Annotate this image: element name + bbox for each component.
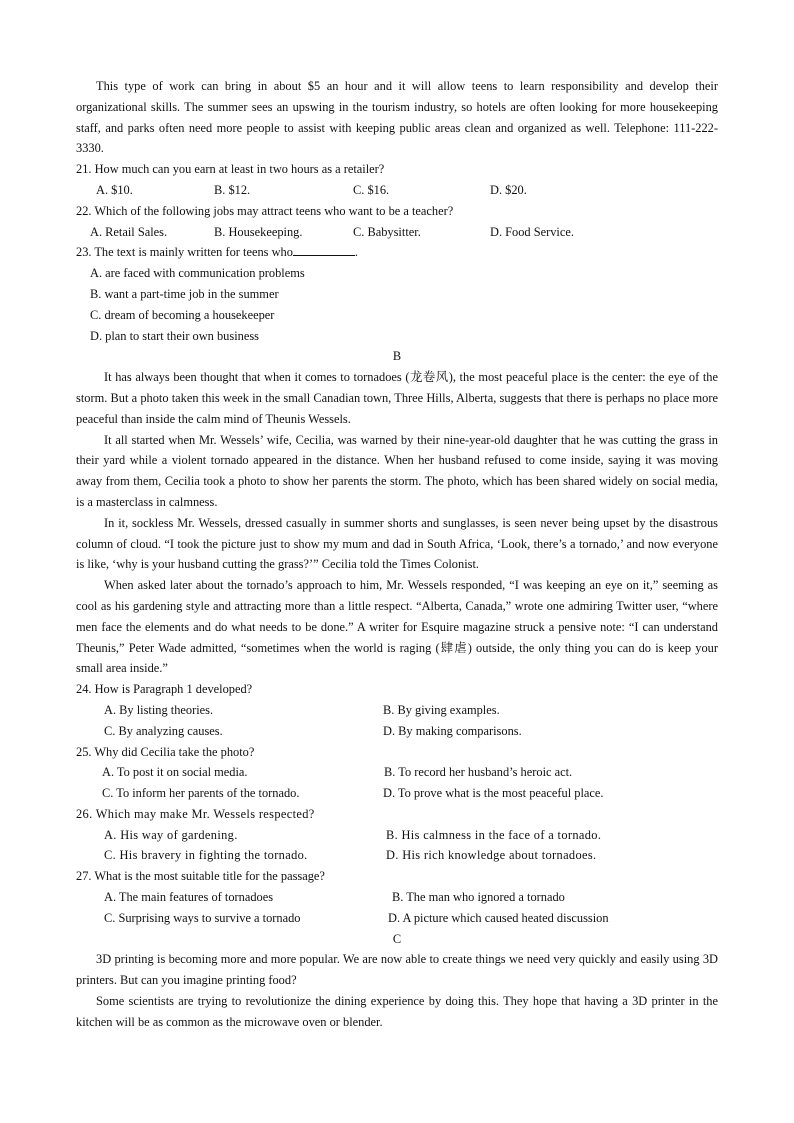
q23-option-a[interactable]: A. are faced with communication problems bbox=[90, 266, 305, 281]
question-22-options bbox=[76, 222, 718, 243]
answer-blank bbox=[293, 243, 355, 256]
question-22-stem: 22. Which of the following jobs may attract teens who want to be a teacher? bbox=[76, 203, 454, 218]
question-27-stem: 27. What is the most suitable title for the passage? bbox=[76, 869, 325, 884]
passage-a-final-paragraph: This type of work can bring in about $5 an hour and it will allow teens to learn responsibility and develop their organizational skills. The summer sees an upswing in the tourism industry, so hotels are often looking for more housekeeping staff, and parks often need more people to assist with keeping public areas clean and organized as well. Telephone: 111-222-3330. bbox=[76, 79, 718, 156]
question-25-options-row-2 bbox=[76, 783, 718, 804]
q25-option-d[interactable]: D. To prove what is the most peaceful place. bbox=[383, 786, 604, 801]
q23-option-a-line bbox=[76, 263, 718, 284]
q26-option-c[interactable]: C. His bravery in fighting the tornado. bbox=[104, 848, 308, 863]
passage-b-paragraph-3: In it, sockless Mr. Wessels, dressed casually in summer shorts and sunglasses, is seen never being upset by the disastrous column of cloud. “I took the picture just to show my mum and dad in South Africa, ‘Look, there’s a tornado,’ and now everyone is like, ‘why is your husband cutting the grass?’” Cecilia told the Times Colonist. bbox=[76, 515, 718, 572]
q27-option-a[interactable]: A. The main features of tornadoes bbox=[104, 890, 274, 905]
q23-option-c-line bbox=[76, 305, 718, 326]
q26-option-b[interactable]: B. His calmness in the face of a tornado. bbox=[386, 827, 602, 842]
q23-stem-end: . bbox=[354, 245, 359, 260]
passage-b-paragraph-2: It all started when Mr. Wessels’ wife, Cecilia, was warned by their nine-year-old daughter that he was cutting the grass in their yard while a violent tornado appeared in the distance. When her husband refused to come inside, saying it was moving away from them, Cecilia took a photo to show her parents the storm. The photo, which has been shared widely on social media, is a masterclass in calmness. bbox=[76, 432, 718, 509]
q25-option-b[interactable]: B. To record her husband’s heroic act. bbox=[384, 765, 573, 780]
q27-option-d[interactable]: D. A picture which caused heated discussion bbox=[388, 910, 609, 925]
q26-option-a[interactable]: A. His way of gardening. bbox=[104, 827, 238, 842]
question-21-options bbox=[76, 180, 718, 201]
q27-option-b[interactable]: B. The man who ignored a tornado bbox=[392, 890, 565, 905]
question-26-options-row-1 bbox=[76, 825, 718, 846]
q22-option-d[interactable]: D. Food Service. bbox=[490, 224, 574, 239]
q24-option-c[interactable]: C. By analyzing causes. bbox=[104, 723, 223, 738]
q23-option-c[interactable]: C. dream of becoming a housekeeper bbox=[90, 307, 275, 322]
passage-c-paragraph-2: Some scientists are trying to revolutionize the dining experience by doing this. They hope that having a 3D printer in the kitchen will be as common as the microwave oven or blender. bbox=[76, 994, 718, 1029]
question-26-stem: 26. Which may make Mr. Wessels respected? bbox=[76, 806, 315, 821]
question-21-stem: 21. How much can you earn at least in two hours as a retailer? bbox=[76, 162, 385, 177]
question-25-options-row-1 bbox=[76, 762, 718, 783]
q23-option-b-line bbox=[76, 284, 718, 305]
q24-option-b[interactable]: B. By giving examples. bbox=[383, 702, 500, 717]
q21-option-d[interactable]: D. $20. bbox=[490, 182, 527, 197]
question-25-stem: 25. Why did Cecilia take the photo? bbox=[76, 744, 255, 759]
q26-option-d[interactable]: D. His rich knowledge about tornadoes. bbox=[386, 848, 597, 863]
question-24-stem: 24. How is Paragraph 1 developed? bbox=[76, 682, 253, 697]
q23-option-d-line bbox=[76, 326, 718, 347]
q27-option-c[interactable]: C. Surprising ways to survive a tornado bbox=[104, 910, 301, 925]
q21-option-a[interactable]: A. $10. bbox=[96, 182, 133, 197]
q23-stem-text: 23. The text is mainly written for teens who bbox=[76, 245, 293, 260]
question-24-options-row-1 bbox=[76, 700, 718, 721]
section-c-heading: C bbox=[392, 931, 402, 946]
q24-option-a[interactable]: A. By listing theories. bbox=[104, 702, 214, 717]
question-24-options-row-2 bbox=[76, 721, 718, 742]
q23-option-b[interactable]: B. want a part-time job in the summer bbox=[90, 286, 279, 301]
passage-b-paragraph-1: It has always been thought that when it comes to tornadoes (龙卷风), the most peaceful place is the center: the eye of the storm. But a photo taken this week in the small Canadian town, Three Hills, Alberta, suggests that there is perhaps no place more peaceful than inside the calm mind of Theunis Wessels. bbox=[76, 370, 718, 426]
q25-option-c[interactable]: C. To inform her parents of the tornado. bbox=[102, 786, 300, 801]
question-23-stem bbox=[76, 242, 718, 263]
section-b-heading: B bbox=[392, 349, 402, 364]
passage-c-paragraph-1: 3D printing is becoming more and more popular. We are now able to create things we need very quickly and easily using 3D printers. But can you imagine printing food? bbox=[76, 952, 718, 988]
q24-option-d[interactable]: D. By making comparisons. bbox=[383, 723, 522, 738]
q25-option-a[interactable]: A. To post it on social media. bbox=[102, 765, 248, 780]
question-27-options-row-2 bbox=[76, 908, 718, 929]
exam-page bbox=[76, 76, 718, 1033]
question-27-options-row-1 bbox=[76, 887, 718, 908]
question-26-options-row-2 bbox=[76, 845, 718, 866]
q22-option-c[interactable]: C. Babysitter. bbox=[353, 224, 421, 239]
passage-b-paragraph-4: When asked later about the tornado’s approach to him, Mr. Wessels responded, “I was keeping an eye on it,” seeming as cool as his gardening style and attracting more than a little respect. “Alberta, Canada,” wrote one admiring Twitter user, “where men face the elements and do what needs to be done.” A writer for Esquire magazine struck a pensive note: “I can understand Theunis,” Peter Wade admitted, “sometimes when the world is raging (肆虐) outside, the only thing you can do is keep your small area inside.” bbox=[76, 578, 718, 676]
q22-option-b[interactable]: B. Housekeeping. bbox=[214, 224, 303, 239]
q23-option-d[interactable]: D. plan to start their own business bbox=[90, 328, 259, 343]
q21-option-b[interactable]: B. $12. bbox=[214, 182, 251, 197]
q22-option-a[interactable]: A. Retail Sales. bbox=[90, 224, 168, 239]
q21-option-c[interactable]: C. $16. bbox=[353, 182, 390, 197]
